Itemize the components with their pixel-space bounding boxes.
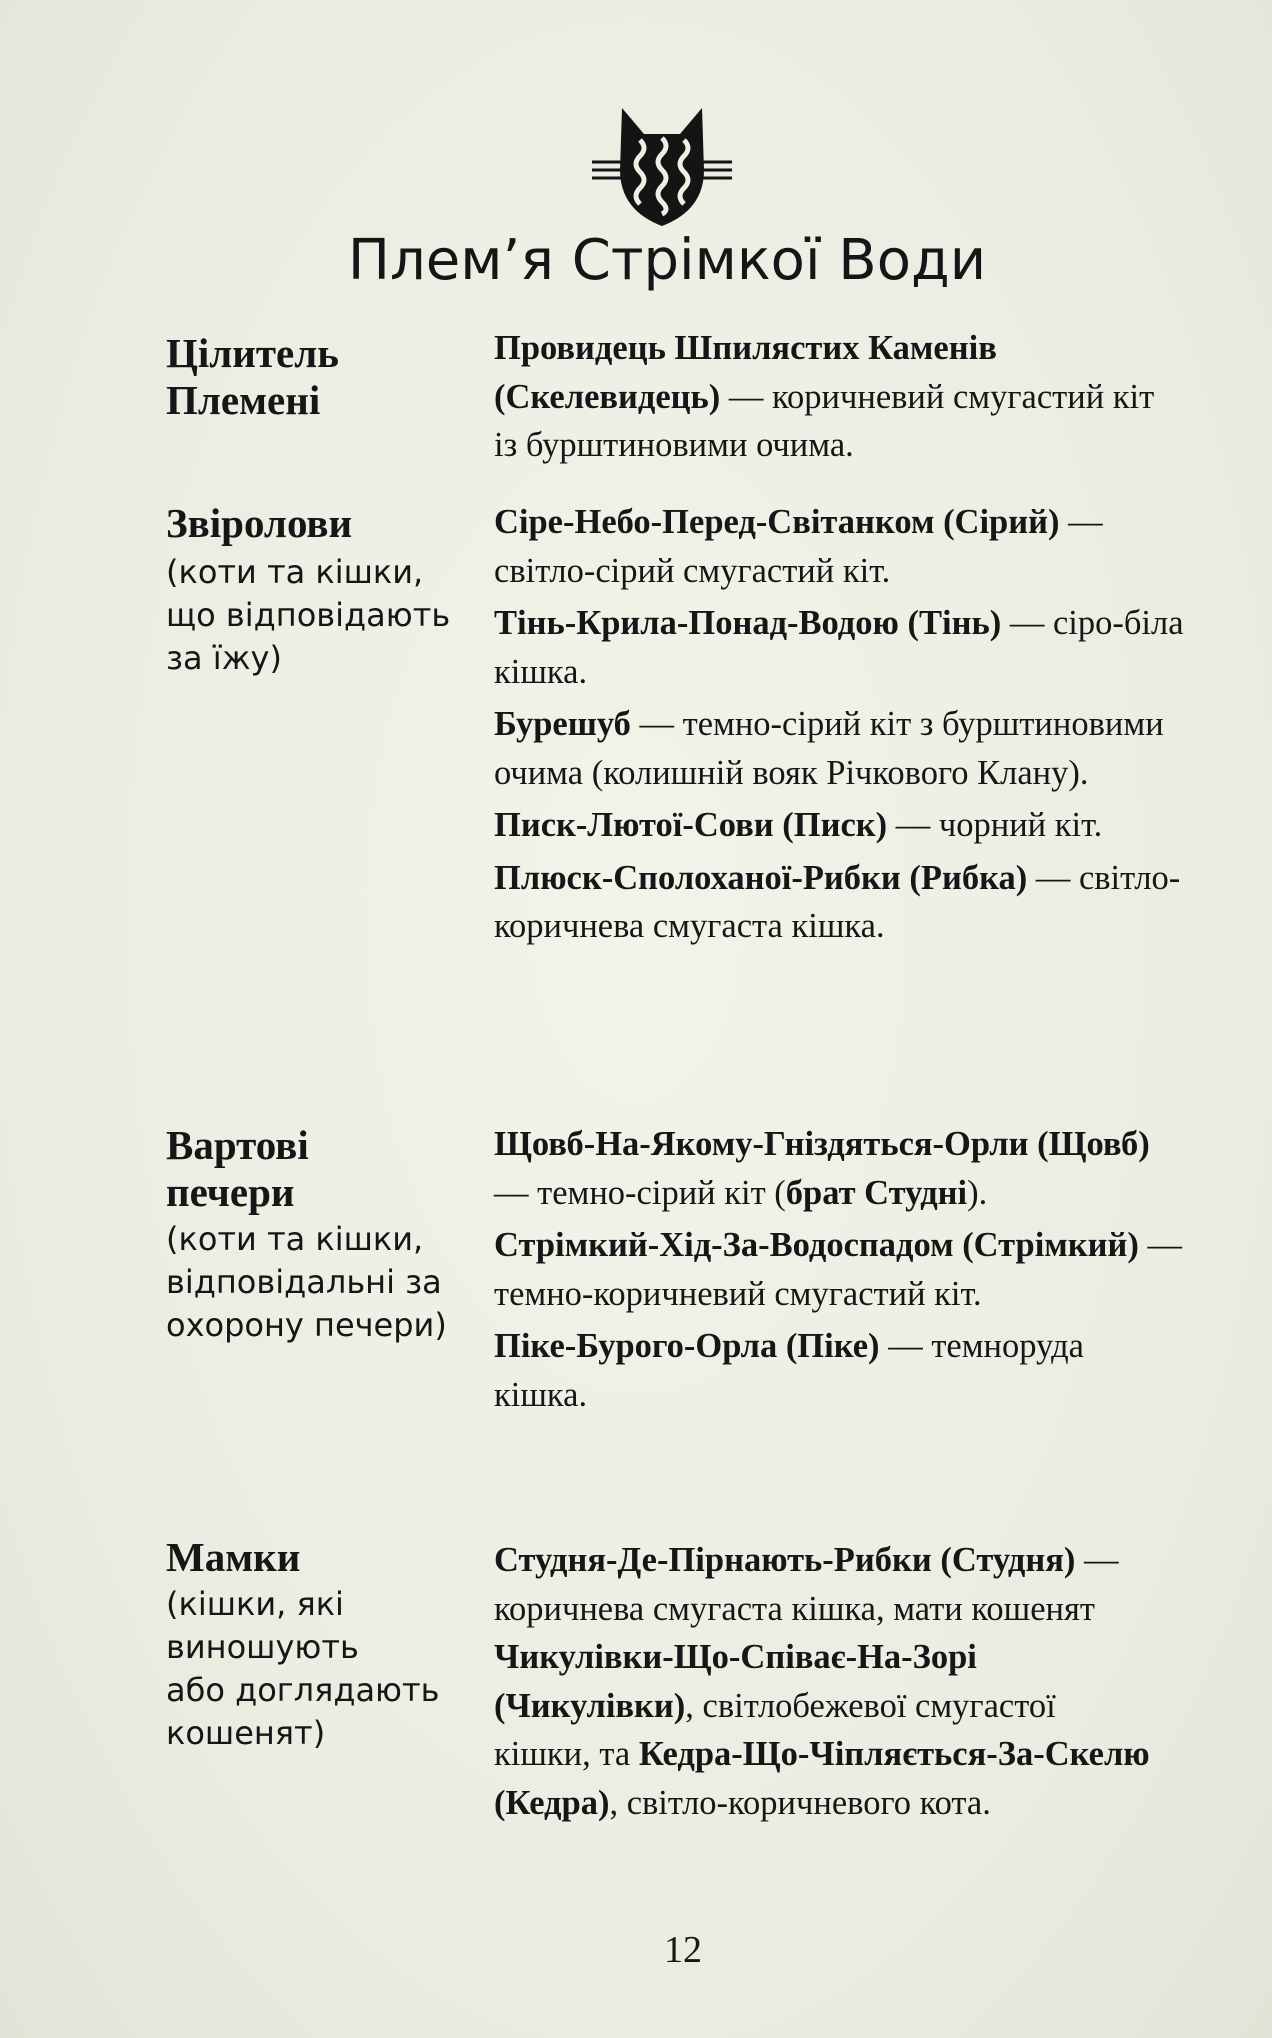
entry-description: — темно-сірий кіт ( [494, 1173, 786, 1212]
role-note: або доглядають [166, 1671, 440, 1709]
entry-name-short: (Щовб) [1028, 1125, 1150, 1163]
entry-relation: брат Студні [785, 1173, 968, 1212]
entry-description: — темно-коричневий смугастий кіт. [494, 1226, 1183, 1313]
entry-name: Студня-Де-Пірнають-Рибки (Студня) [494, 1541, 1076, 1579]
role-note: що відповідають [166, 596, 451, 634]
role-note: за їжу) [166, 639, 282, 677]
entry-description: — світло-коричнева смугаста кішка. [494, 858, 1181, 945]
entry-description: — світло-сірий смугастий кіт. [494, 503, 1103, 590]
entry-name: Стрімкий-Хід-За-Водоспадом (Стрімкий) [494, 1226, 1139, 1264]
entry [494, 1221, 1184, 1318]
healer-entries [494, 324, 1184, 474]
entry [494, 1120, 1184, 1217]
role-title: Вартові [166, 1122, 309, 1168]
entry-description: , світлобежевої смугастої кішки, та [494, 1686, 1056, 1773]
entry-name: Щовб-На-Якому-Гніздяться-Орли [494, 1125, 1029, 1163]
role-title: Племені [166, 377, 321, 423]
entry-description: — темноруда кішка. [494, 1327, 1084, 1414]
role-note: відповідальні за [166, 1263, 442, 1301]
role-hunters [166, 500, 496, 680]
entry-name: Плюск-Сполоханої-Рибки (Рибка) [494, 858, 1028, 897]
entry-name: Писк-Лютої-Сови (Писк) [494, 806, 888, 844]
role-title: Цілитель [166, 330, 339, 376]
entry [494, 700, 1184, 797]
entry [494, 599, 1184, 696]
clan-cat-emblem-icon [592, 100, 732, 230]
entry-name: Піке-Бурого-Орла (Піке) [494, 1327, 880, 1365]
role-note: (коти та кішки, [166, 553, 424, 591]
entry-description: — сіро-біла кішка. [494, 604, 1184, 691]
entry-name: Провидець Шпилястих Каменів [494, 329, 997, 367]
hunters-entries [494, 498, 1184, 955]
role-note: (коти та кішки, [166, 1220, 424, 1258]
entry [494, 1536, 1154, 1827]
entry-name: Сіре-Небо-Перед-Світанком (Сірий) [494, 503, 1060, 541]
role-healer [166, 330, 496, 424]
entry-description: — темно-сірий кіт з бурштиновими очима (колишній вояк Річкового Клану). [494, 705, 1164, 792]
entry-kit-name: Чикулівки-Що-Співає-На-Зорі (Чикулівки) [494, 1638, 977, 1725]
role-note: кошенят) [166, 1714, 326, 1752]
role-title: Звіролови [166, 500, 353, 546]
role-title: Мамки [166, 1534, 301, 1580]
entry [494, 801, 1184, 850]
entry-description: — чорний кіт. [887, 806, 1103, 844]
role-note: (кішки, які [166, 1585, 344, 1623]
entry-name: Бурешуб [494, 705, 631, 743]
entry [494, 854, 1184, 951]
entry [494, 324, 1184, 470]
entry-description: ). [967, 1173, 988, 1212]
cave-guards-entries [494, 1120, 1184, 1423]
queens-entries [494, 1536, 1154, 1831]
entry-description: — коричнева смугаста кішка, мати кошенят [494, 1541, 1119, 1628]
role-note: охорону печери) [166, 1306, 447, 1344]
page-number: 12 [664, 1929, 702, 1971]
role-queens [166, 1534, 496, 1755]
role-title: печери [166, 1169, 295, 1215]
entry-description: , світло-коричневого кота. [609, 1783, 991, 1822]
entry-name: Тінь-Крила-Понад-Водою (Тінь) [494, 604, 1002, 642]
entry [494, 498, 1184, 595]
role-note: виношують [166, 1628, 359, 1666]
entry-description: — коричневий смугастий кіт із бурштиновими очима. [494, 377, 1155, 464]
entry [494, 1322, 1184, 1419]
role-cave-guards [166, 1122, 496, 1347]
entry-name-short: (Скелевидець) [494, 377, 721, 416]
entry-kit-name: Кедра-Що-Чіпляється-За-Скелю (Кедра) [494, 1735, 1150, 1822]
page-title: Плем’я Стрімкої Води [347, 228, 987, 293]
